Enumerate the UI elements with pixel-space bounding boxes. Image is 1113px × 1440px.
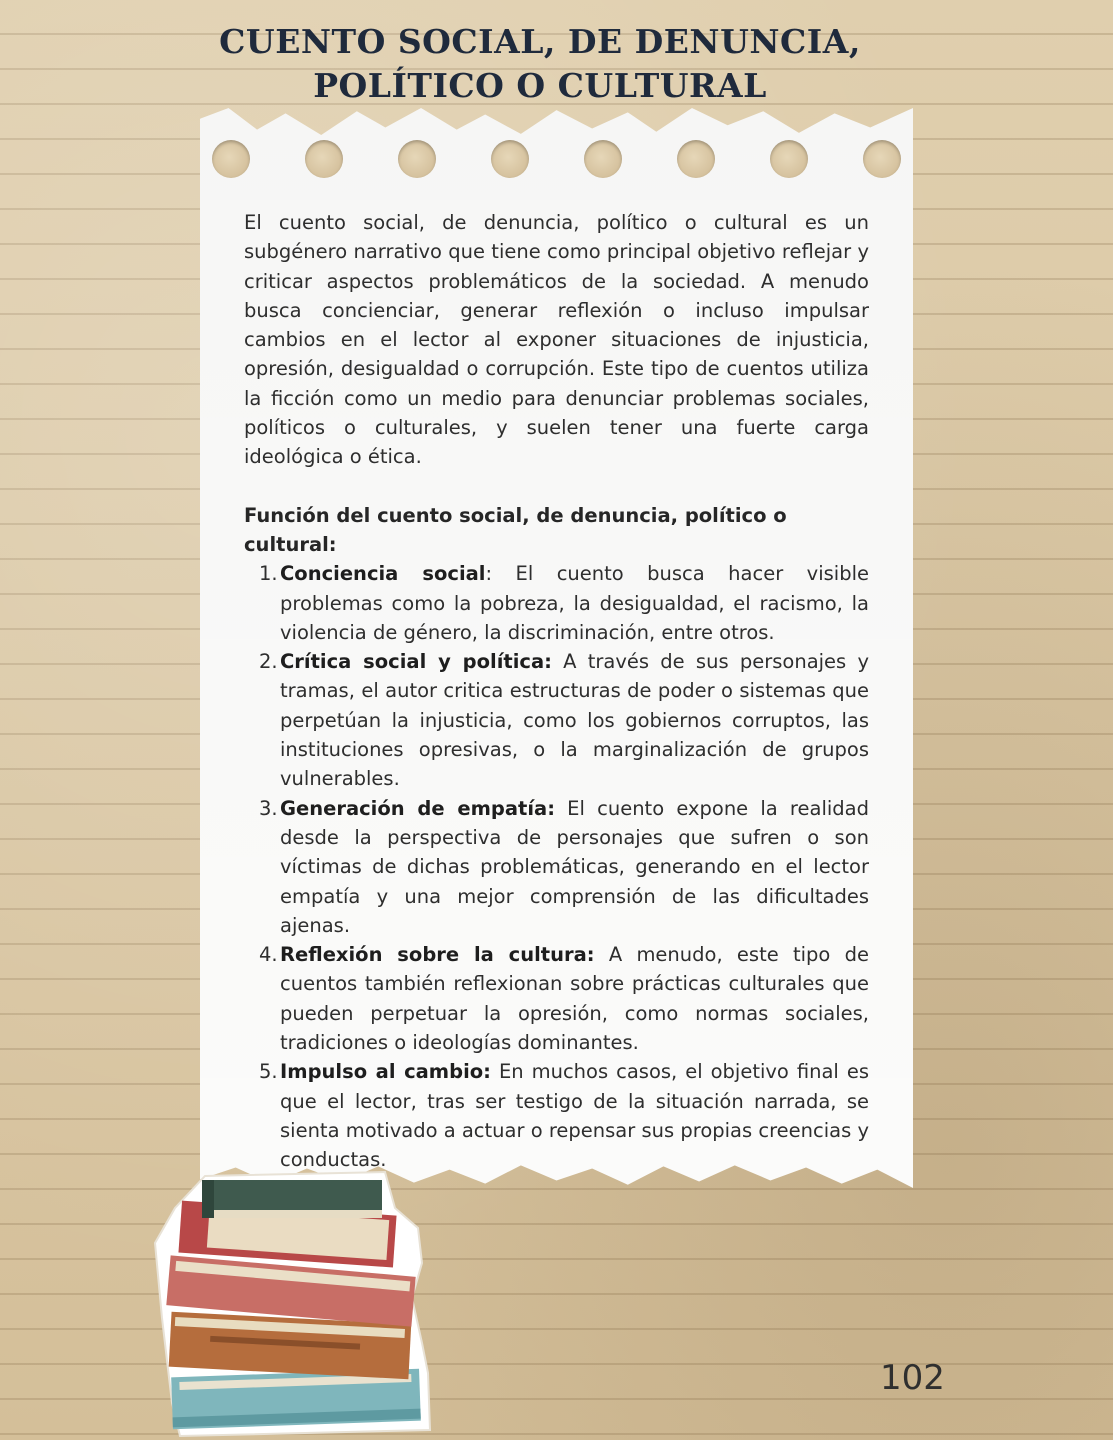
item-text: A menudo, este tipo de cuentos también reflexionan sobre prácticas culturales que pueden perpetuar la opresión, como normas sociales, tradiciones o ideologías dominantes. <box>280 943 869 1055</box>
binder-hole <box>305 140 343 178</box>
item-number: 3. <box>259 796 278 820</box>
item-number: 4. <box>259 943 278 967</box>
function-item <box>244 1057 869 1174</box>
item-text: El cuento expone la realidad desde la perspectiva de personajes que sufren o son víctimas de dichas problemáticas, generando en el lector empatía y una mejor comprensión de las dificultades ajenas. <box>280 796 869 937</box>
book-stack-illustration <box>150 1168 440 1440</box>
function-item <box>244 559 869 647</box>
item-term: Conciencia social <box>280 562 486 586</box>
item-text: A través de sus personajes y tramas, el autor critica estructuras de poder o sistemas que perpetúan la injusticia, como los gobiernos corruptos, las instituciones opresivas, o la marginalización de grupos vulnerables. <box>280 650 870 791</box>
binder-hole <box>491 140 529 178</box>
binder-hole <box>677 140 715 178</box>
item-term: Impulso al cambio: <box>280 1060 491 1084</box>
binder-hole <box>212 140 250 178</box>
item-term: Reflexión sobre la cultura: <box>280 943 595 967</box>
functions-list <box>244 559 869 1174</box>
title-line-2: POLÍTICO O CULTURAL <box>313 66 767 105</box>
item-number: 1. <box>259 562 278 586</box>
item-text: : El cuento busca hacer visible problemas como la pobreza, la desigualdad, el racismo, la violencia de género, la discriminación, entre otros. <box>280 562 869 644</box>
page-title <box>140 20 940 108</box>
function-item <box>244 794 869 940</box>
item-number: 2. <box>259 650 278 674</box>
item-term: Generación de empatía: <box>280 796 555 820</box>
intro-paragraph: El cuento social, de denuncia, político o cultural es un subgénero narrativo que tiene como principal objetivo reflejar y criticar aspectos problemáticos de la sociedad. A menudo busca concienciar, generar reflexión o incluso impulsar cambios en el lector al exponer situaciones de injusticia, opresión, desigualdad o corrupción. Este tipo de cuentos utiliza la ficción como un medio para denunciar problemas sociales, políticos o culturales, y suelen tener una fuerte carga ideológica o ética. <box>244 211 869 469</box>
binder-hole <box>770 140 808 178</box>
item-term: Crítica social y política: <box>280 650 552 674</box>
item-text: En muchos casos, el objetivo final es que el lector, tras ser testigo de la situación narrada, se sienta motivado a actuar o repensar sus propias creencias y conductas. <box>280 1060 869 1172</box>
function-item <box>244 647 869 793</box>
page-number: 102 <box>880 1358 945 1398</box>
functions-heading: Función del cuento social, de denuncia, político o cultural: <box>244 503 787 556</box>
page-content <box>244 208 869 1175</box>
function-item <box>244 940 869 1057</box>
title-line-1: CUENTO SOCIAL, DE DENUNCIA, <box>219 22 861 61</box>
binder-hole <box>863 140 901 178</box>
binder-hole <box>398 140 436 178</box>
binder-hole <box>584 140 622 178</box>
item-number: 5. <box>259 1060 278 1084</box>
